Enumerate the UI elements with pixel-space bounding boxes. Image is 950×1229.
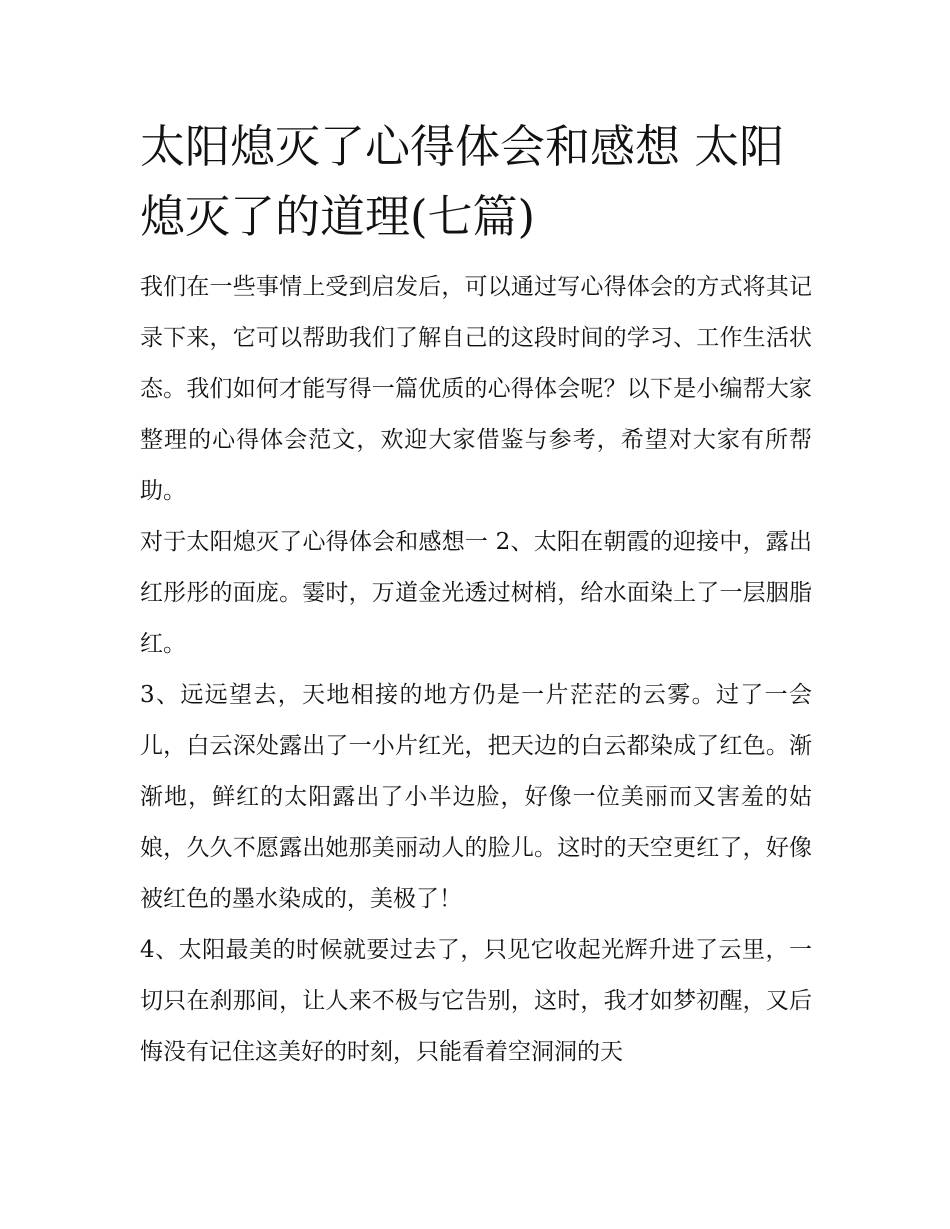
paragraph-item-4: 4、太阳最美的时候就要过去了，只见它收起光辉升进了云里，一切只在刹那间，让人来不极与它告别，这时，我才如梦初醒，又后悔没有记住这美好的时刻，只能看着空洞洞的天 — [140, 937, 812, 1065]
document-title: 太阳熄灭了心得体会和感想 太阳熄灭了的道理(七篇) — [140, 120, 785, 243]
document-content — [140, 112, 812, 1078]
paragraph-item-3: 3、远远望去，天地相接的地方仍是一片茫茫的云雾。过了一会儿，白云深处露出了一小片红光，把天边的白云都染成了红色。渐渐地，鲜红的太阳露出了小半边脸，好像一位美丽而又害羞的姑娘，久久不愿露出她那美丽动人的脸儿。这时的天空更红了，好像被红色的墨水染成的，美极了！ — [140, 682, 812, 912]
paragraph-section-1: 对于太阳熄灭了心得体会和感想一 2、太阳在朝霞的迎接中，露出红彤彤的面庞。霎时，万道金光透过树梢，给水面染上了一层胭脂红。 — [140, 529, 812, 657]
paragraph-intro: 我们在一些事情上受到启发后，可以通过写心得体会的方式将其记录下来，它可以帮助我们了解自己的这段时间的学习、工作生活状态。我们如何才能写得一篇优质的心得体会呢？以下是小编帮大家整理的心得体会范文，欢迎大家借鉴与参考，希望对大家有所帮助。 — [140, 274, 812, 504]
